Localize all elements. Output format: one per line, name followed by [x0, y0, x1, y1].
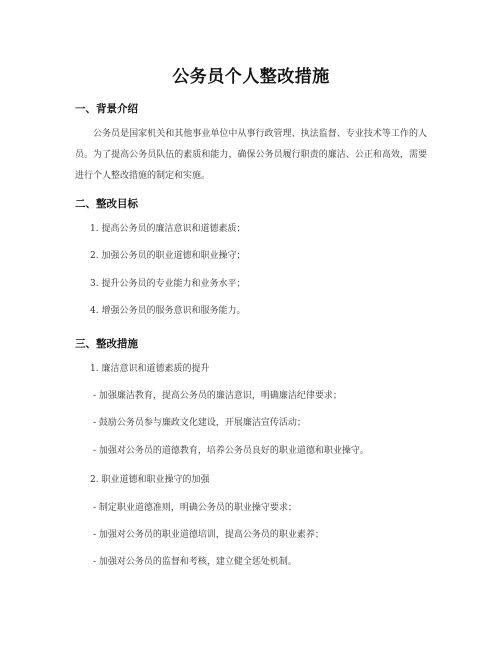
measure-group-title: 1. 廉洁意识和道德素质的提升 — [90, 364, 210, 374]
goal-item: 3. 提升公务员的专业能力和业务水平； — [90, 279, 246, 289]
measure-group-title: 2. 职业道德和职业操守的加强 — [90, 475, 210, 485]
measure-item: - 加强对公务员的监督和考核，建立健全惩处机制。 — [93, 557, 297, 567]
measure-item: - 加强廉洁教育，提高公务员的廉洁意识，明确廉洁纪律要求； — [93, 391, 342, 401]
goal-item: 1. 提高公务员的廉洁意识和道德素质； — [90, 224, 246, 234]
section-heading-measures: 三、整改措施 — [75, 338, 138, 350]
section-heading-background: 一、背景介绍 — [75, 103, 138, 115]
measure-item: - 加强对公务员的职业道德培训，提高公务员的职业素养； — [93, 530, 324, 540]
document-title: 公务员个人整改措施 — [172, 67, 330, 87]
measure-item: - 制定职业道德准则，明确公务员的职业操守要求； — [93, 503, 297, 513]
measure-item: - 鼓励公务员参与廉政文化建设，开展廉洁宣传活动； — [93, 418, 306, 428]
background-paragraph: 公务员是国家机关和其他事业单位中从事行政管理、执法监督、专业技术等工作的人员。为了提高公务员队伍的素质和能力，确保公务员履行职责的廉洁、公正和高效，需要进行个人整改措施的制定和实施。 — [75, 129, 427, 181]
measure-item: - 加强对公务员的道德教育，培养公务员良好的职业道德和职业操守。 — [93, 446, 369, 456]
section-heading-goals: 二、整改目标 — [75, 198, 138, 210]
goal-item: 4. 增强公务员的服务意识和服务能力。 — [90, 306, 246, 316]
goal-item: 2. 加强公务员的职业道德和职业操守； — [90, 251, 246, 261]
